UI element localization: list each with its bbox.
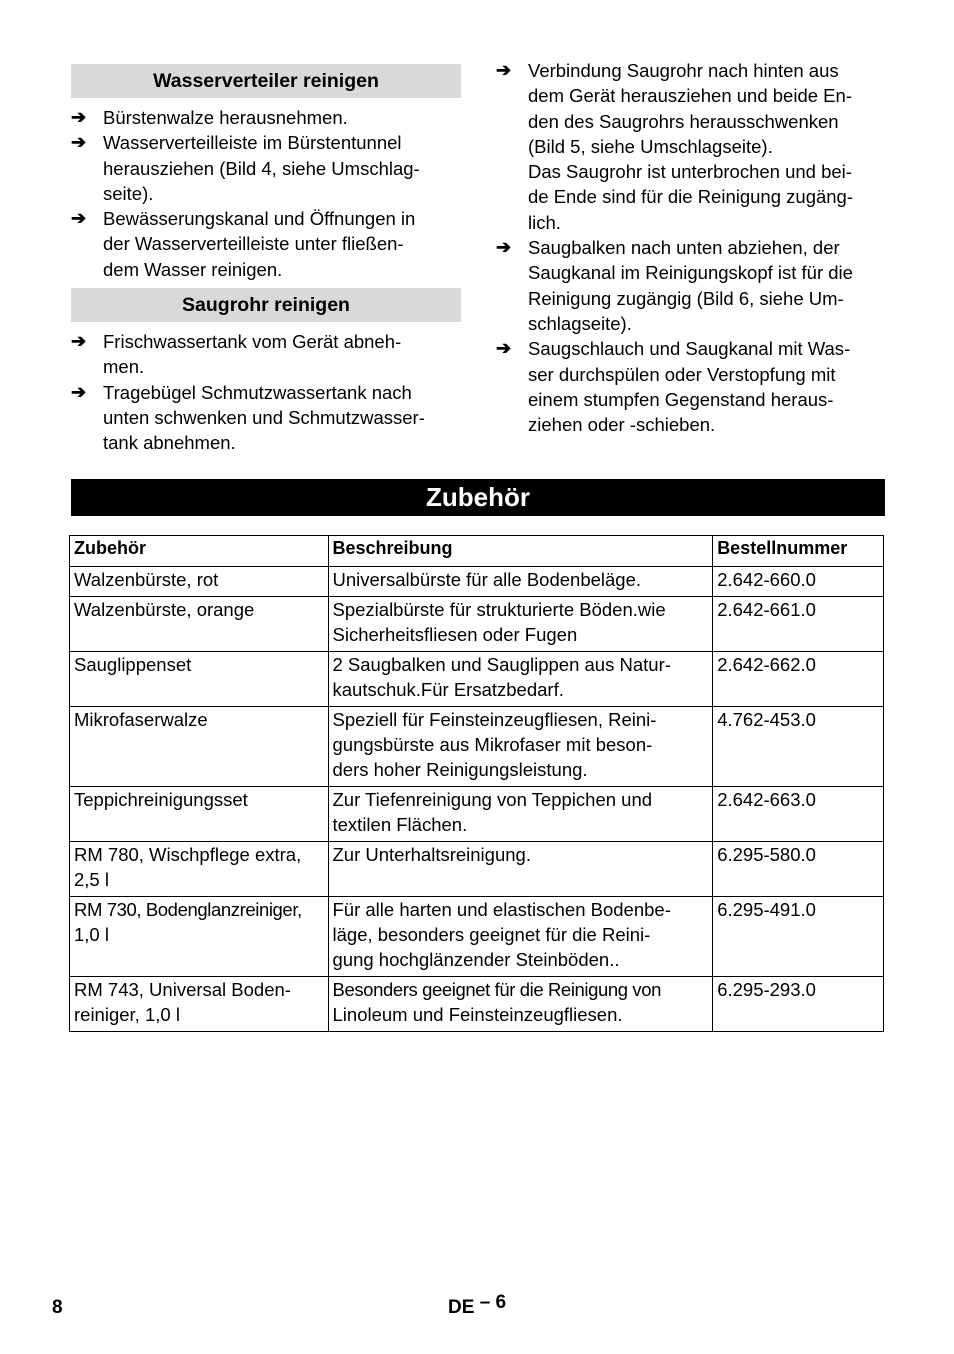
instruction-note: Das Saugrohr ist unterbrochen und bei- de Ende sind für die Reinigung zugäng- lich. [528, 161, 854, 233]
arrow-icon: ➔ [71, 208, 87, 229]
instruction-step: ➔ Verbindung Saugrohr nach hinten aus dem Gerät herausziehen und beide En- den des Saugrohrs herausschwenken (Bild 5, siehe Umschlagseite). [496, 60, 852, 157]
instruction-step: ➔ Wasserverteilleiste im Bürstentunnel herausziehen (Bild 4, siehe Umschlag- seite). [71, 132, 420, 204]
table-row [70, 567, 884, 597]
instruction-step: ➔ Saugbalken nach unten abziehen, der Saugkanal im Reinigungskopf ist für die Reinigung zugängig (Bild 6, siehe Um- schlagseite). [496, 237, 853, 334]
cell-order-number: 6.295-491.0 [713, 897, 884, 977]
arrow-icon: ➔ [496, 338, 512, 359]
arrow-icon: ➔ [496, 60, 512, 80]
cell-order-number: 2.642-662.0 [713, 652, 884, 707]
section-heading-wasserverteiler: Wasserverteiler reinigen [71, 64, 461, 98]
accessories-table [69, 535, 884, 1032]
cell-description: 2 Saugbalken und Sauglippen aus Natur- kautschuk.Für Ersatzbedarf. [328, 652, 713, 707]
column-header-zubehoer: Zubehör [70, 536, 329, 563]
table-row [70, 842, 884, 897]
cell-description: Für alle harten und elastischen Bodenbe- läge, besonders geeignet für die Reini- gung hochglänzender Steinböden.. [328, 897, 713, 977]
instruction-step: ➔ Frischwassertank vom Gerät abneh- men. [71, 331, 402, 378]
table-row [70, 707, 884, 787]
column-header-bestellnummer: Bestellnummer [713, 536, 884, 563]
arrow-icon: ➔ [71, 381, 87, 402]
footer-language: DE – 6 [448, 1292, 507, 1318]
section-title-band: Zubehör [71, 479, 885, 516]
cell-description: Besonders geeignet für die Reinigung von Linoleum und Feinsteinzeugfliesen. [328, 977, 713, 1032]
arrow-icon: ➔ [496, 237, 512, 258]
left-column [71, 58, 461, 456]
table-row [70, 652, 884, 707]
instruction-step: ➔ Bürstenwalze herausnehmen. [71, 105, 461, 130]
cell-description: Universalbürste für alle Bodenbeläge. [328, 567, 713, 597]
instruction-step: ➔ Tragebügel Schmutzwassertank nach unten schwenken und Schmutzwasser- tank abnehmen. [71, 381, 425, 454]
cell-order-number: 2.642-661.0 [713, 597, 884, 652]
section-heading-saugrohr: Saugrohr reinigen [71, 288, 461, 322]
instruction-step: ➔ Bewässerungskanal und Öffnungen in der Wasserverteilleiste unter fließen- dem Wasser reinigen. [71, 208, 416, 280]
cell-name: RM 730, Bodenglanzreiniger, 1,0 l [70, 897, 329, 977]
cell-name: Teppichreinigungsset [70, 787, 329, 842]
table-row [70, 977, 884, 1032]
cell-name: RM 743, Universal Boden- reiniger, 1,0 l [70, 977, 329, 1032]
cell-order-number: 2.642-663.0 [713, 787, 884, 842]
page-number: 8 [52, 1297, 63, 1318]
table-row [70, 597, 884, 652]
cell-name: RM 780, Wischpflege extra, 2,5 l [70, 842, 329, 897]
table-row [70, 787, 884, 842]
table-header-row [70, 536, 884, 563]
arrow-icon: ➔ [71, 331, 87, 352]
column-header-beschreibung: Beschreibung [328, 536, 713, 563]
cell-description: Spezialbürste für strukturierte Böden.wie Sicherheitsfliesen oder Fugen [328, 597, 713, 652]
arrow-icon: ➔ [71, 107, 87, 127]
cell-description: Speziell für Feinsteinzeugfliesen, Reini- gungsbürste aus Mikrofaser mit beson- ders hoher Reinigungsleistung. [328, 707, 713, 787]
cell-name: Walzenbürste, rot [70, 567, 329, 597]
cell-order-number: 6.295-580.0 [713, 842, 884, 897]
cell-order-number: 6.295-293.0 [713, 977, 884, 1032]
right-column [496, 58, 888, 437]
cell-name: Walzenbürste, orange [70, 597, 329, 652]
cell-order-number: 4.762-453.0 [713, 707, 884, 787]
arrow-icon: ➔ [71, 132, 87, 153]
cell-name: Sauglippenset [70, 652, 329, 707]
cell-order-number: 2.642-660.0 [713, 567, 884, 597]
cell-name: Mikrofaserwalze [70, 707, 329, 787]
instruction-step: ➔ Saugschlauch und Saugkanal mit Was- ser durchspülen oder Verstopfung mit einem stumpfen Gegenstand heraus- ziehen oder -schieben. [496, 338, 851, 436]
cell-description: Zur Unterhaltsreinigung. [328, 842, 713, 897]
cell-description: Zur Tiefenreinigung von Teppichen und textilen Flächen. [328, 787, 713, 842]
table-row [70, 897, 884, 977]
